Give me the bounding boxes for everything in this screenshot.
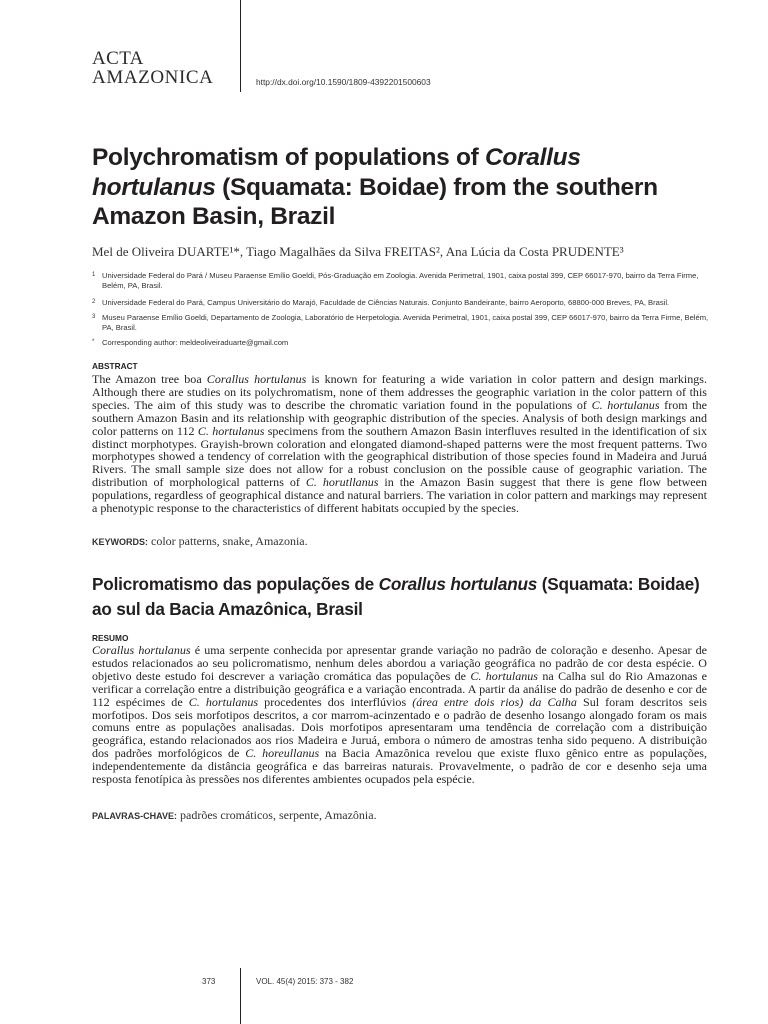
abstract-heading: ABSTRACT <box>92 361 138 371</box>
species-name: C. horutllanus <box>305 475 379 490</box>
affiliation-number: 2 <box>92 299 96 305</box>
author-list: Mel de Oliveira DUARTE¹*, Tiago Magalhães da Silva FREITAS², Ana Lúcia da Costa PRUDENTE³ <box>92 244 624 259</box>
paragraph-text: specimens from the southern Amazon Basin interfluves resulted in the identification of six distinct morphotypes. Grayish-brown coloration and elongated diamond-shaped patterns were the most frequent patterns. Two morphotypes showed a tendency of correlation with the geographical distribution of those species found in Madeira and Juruá Rivers. The small sample size does not allow for a robust conclusion on the possible cause of geographic variation. The distribution of morphological patterns of <box>92 423 707 490</box>
header-divider <box>240 0 241 92</box>
palavras-chave-line <box>92 808 707 823</box>
affiliation-number: 1 <box>92 272 96 278</box>
corresponding-author <box>92 338 712 348</box>
corresponding-email: Corresponding author: meldeoliveiraduarte@gmail.com <box>102 338 289 347</box>
keywords-line <box>92 534 707 549</box>
keywords-label: KEYWORDS: <box>92 537 148 547</box>
affiliation-text: Universidade Federal do Pará / Museu Paraense Emílio Goeldi, Pós-Graduação em Zoologia. Avenida Perimetral, 1901, caixa postal 399, CEP 66017-970, bairro da Terra Firme, Belém, PA, Brasil. <box>102 271 699 290</box>
title-text-2: (Squamata: Boidae) from the southern Amazon Basin, Brazil <box>92 173 658 230</box>
journal-logo <box>92 49 214 88</box>
paragraph-text: na Bacia Amazônica revelou que existe fluxo gênico entre as populações, independentemente da distância geográfica e das barreiras naturais. Provavelmente, o padrão de cor e desenho seja uma resposta fenotípica às pressões nos diferentes ambientes ocupados pela espécie. <box>92 746 707 787</box>
keywords-text: color patterns, snake, Amazonia. <box>148 534 308 548</box>
species-name: C. hortulanus <box>188 694 259 709</box>
species-name: (área entre dois rios) da Calha <box>412 694 577 709</box>
volume-info: VOL. 45(4) 2015: 373 - 382 <box>256 977 354 986</box>
species-name: Corallus hortulanus <box>92 643 191 657</box>
paragraph-text: The Amazon tree boa <box>92 372 207 386</box>
title-species: Corallus hortulanus <box>92 144 581 201</box>
paragraph-text: is known for featuring a wide variation in color pattern and design markings. Although there are studies on its polychromatism, none of them addresses the geographic variation in the color pattern of this species. The aim of this study was to describe the chromatic variation found in the populations of <box>92 372 708 412</box>
asterisk-marker: * <box>92 339 95 345</box>
pt-title-species: Corallus hortulanus <box>378 574 538 594</box>
pt-title-text-2: (Squamata: Boidae) ao sul da Bacia Amazônica, Brasil <box>92 574 700 619</box>
portuguese-title <box>92 572 712 622</box>
abstract-text <box>92 373 707 515</box>
affiliation-1 <box>92 271 712 291</box>
palavras-chave-label: PALAVRAS-CHAVE: <box>92 811 177 821</box>
pt-title-text-1: Policromatismo das populações de <box>92 574 379 594</box>
resumo-text <box>92 644 707 786</box>
resumo-heading: RESUMO <box>92 633 129 643</box>
title-text-1: Polychromatism of populations of <box>92 144 486 171</box>
footer-divider <box>240 968 241 1024</box>
doi-link[interactable]: http://dx.doi.org/10.1590/1809-4392201500603 <box>256 77 431 87</box>
species-name: C. hortulanus <box>197 423 265 438</box>
species-name: C. horeullanus <box>245 746 320 761</box>
article-title <box>92 143 692 232</box>
affiliation-number: 3 <box>92 314 96 320</box>
journal-name-line2: AMAZONICA <box>92 67 214 88</box>
paragraph-text: in the Amazon Basin suggest that there is gene flow between populations, regardless of geographical distance and natural barriers. The variation in color pattern and markings may represent a phenotypic response to the characteristics of different habitats occupied by the species. <box>92 475 708 516</box>
affiliation-3 <box>92 313 712 333</box>
affiliation-2 <box>92 298 712 308</box>
journal-name-line1: ACTA <box>92 48 144 69</box>
species-name: C. hortulanus <box>470 668 538 683</box>
affiliation-text: Museu Paraense Emílio Goeldi, Departamento de Zoologia, Laboratório de Herpetologia. Avenida Perimetral, 1901, caixa postal 399, CEP 66017-970, bairro da Terra Firme, Belém, PA, Brasil. <box>102 313 709 332</box>
paragraph-text: é uma serpente conhecida por apresentar grande variação no padrão de coloração e desenho. Apesar de estudos relacionados ao seu policromatismo, nenhum deles abordou a variação geográfica no padrão de cor desta espécie. O objetivo deste estudo foi descrever a variação cromática das populações de <box>92 643 708 683</box>
page-number: 373 <box>202 977 216 986</box>
species-name: C. hortulanus <box>591 397 660 412</box>
species-name: Corallus hortulanus <box>206 372 307 386</box>
paragraph-text: procedentes dos interflúvios <box>258 694 413 709</box>
affiliation-text: Universidade Federal do Pará, Campus Universitário do Marajó, Faculdade de Ciências Naturais. Conjunto Bandeirante, bairro Aeroporto, 68800-000 Breves, PA, Brasil. <box>102 298 670 307</box>
paragraph-text: Sul foram descritos seis morfotipos. Dos seis morfotipos descritos, a cor marrom-acinzentado e o padrão de desenho losango alongado foram os mais comuns entre as populações analisadas. Dois morfotipos apresentaram uma tendência de correlação com a distribuição geográfica, estando relacionados aos rios Madeira e Juruá, embora o número de amostras tenha sido pequeno. A distribuição dos padrões morfológicos de <box>92 694 707 761</box>
paragraph-text: from the southern Amazon Basin and its relationship with geographic distribution of the species. Analysis of both design markings and color patterns on 112 <box>92 397 707 438</box>
paragraph-text: na Calha sul do Rio Amazonas e verificar a correlação entre a distribuição geográfica e a variação encontrada. A partir da análise do padrão de desenho e cor de 112 espécimes de <box>92 668 707 709</box>
palavras-chave-text: padrões cromáticos, serpente, Amazônia. <box>177 808 377 822</box>
